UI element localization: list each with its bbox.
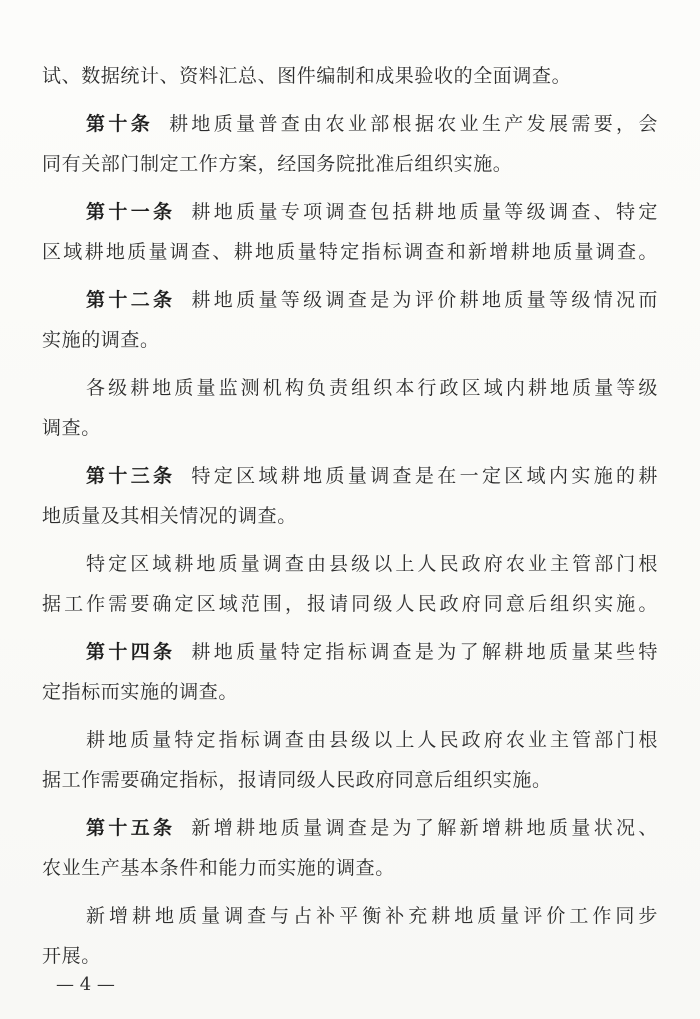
text-line [42,760,658,800]
article-heading: 第十三条 [86,465,176,487]
text-line [42,584,658,624]
line-text: 特定区域耕地质量调查是在一定区域内实施的耕 [191,465,658,487]
line-text: 新增耕地质量调查与占补平衡补充耕地质量评价工作同步 [86,905,658,927]
line-text: 耕地质量等级调查是为评价耕地质量等级情况而 [191,289,658,311]
line-text: 区域耕地质量调查、耕地质量特定指标调查和新增耕地质量调查。 [42,241,658,263]
article-heading: 第十条 [86,113,154,135]
text-line [42,672,658,712]
text-line [86,456,658,496]
line-text: 开展。 [42,945,101,967]
text-line [42,408,658,448]
line-text: 农业生产基本条件和能力而实施的调查。 [42,857,395,879]
text-line [86,368,658,408]
article-heading: 第十五条 [86,817,176,839]
text-line [86,544,658,584]
line-text: 据工作需要确定指标，报请同级人民政府同意后组织实施。 [42,769,552,791]
line-text: 耕地质量特定指标调查是为了解耕地质量某些特 [191,641,658,663]
article-heading: 第十二条 [86,289,176,311]
article-heading: 第十四条 [86,641,176,663]
line-text: 试、数据统计、资料汇总、图件编制和成果验收的全面调查。 [42,65,572,87]
text-line [42,144,658,184]
text-line [42,848,658,888]
line-text: 定指标而实施的调查。 [42,681,239,703]
text-line [86,896,658,936]
text-line [42,320,658,360]
line-text: 调查。 [42,417,101,439]
text-line [42,936,658,976]
text-line [86,192,658,232]
line-text: 地质量及其相关情况的调查。 [42,505,297,527]
text-line [86,104,658,144]
line-text: 实施的调查。 [42,329,160,351]
line-text: 新增耕地质量调查是为了解新增耕地质量状况、 [191,817,658,839]
text-line [86,632,658,672]
text-line [42,56,658,96]
text-line [86,720,658,760]
line-text: 同有关部门制定工作方案，经国务院批准后组织实施。 [42,153,513,175]
text-line [86,808,658,848]
line-text: 各级耕地质量监测机构负责组织本行政区域内耕地质量等级 [86,377,658,399]
line-text: 特定区域耕地质量调查由县级以上人民政府农业主管部门根 [86,553,658,575]
line-text: 据工作需要确定区域范围，报请同级人民政府同意后组织实施。 [42,593,658,615]
article-heading: 第十一条 [86,201,176,223]
line-text: 耕地质量专项调查包括耕地质量等级调查、特定 [191,201,658,223]
text-line [42,496,658,536]
line-text: 耕地质量特定指标调查由县级以上人民政府农业主管部门根 [86,729,658,751]
page-number: — 4 — [56,974,115,995]
text-line [86,280,658,320]
text-line [42,232,658,272]
line-text: 耕地质量普查由农业部根据农业生产发展需要，会 [169,113,658,135]
